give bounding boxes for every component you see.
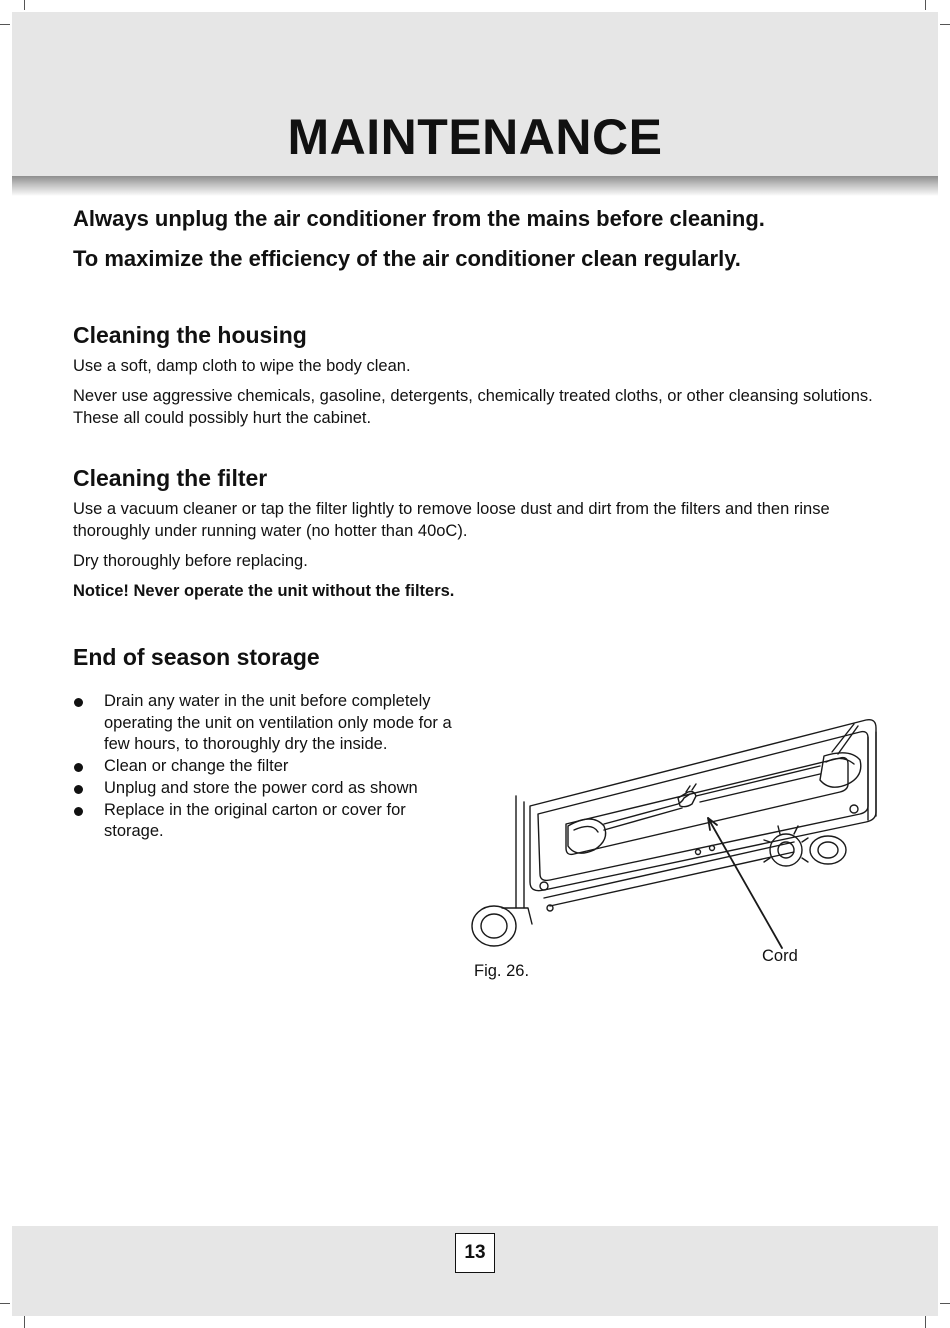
crop-mark [0,1303,10,1304]
filter-paragraph: Use a vacuum cleaner or tap the filter lightly to remove loose dust and dirt from the filters and then rinse thoroughly under running water (no hotter than 40oC). [73,500,830,540]
crop-mark [925,1316,926,1328]
caster-wheel-icon [810,836,846,864]
storage-list [73,691,453,843]
screw-icon [850,805,858,813]
efficiency-note: To maximize the efficiency of the air conditioner clean regularly. [73,246,741,271]
crop-mark [0,24,10,25]
crop-mark [24,0,25,10]
housing-paragraph: Never use aggressive chemicals, gasoline, detergents, chemically treated cloths, or other cleansing solutions. These all could possibly hurt the cabinet. [73,387,873,427]
figure-caption: Fig. 26. [474,962,530,980]
cord-callout-label: Cord [762,947,798,965]
base-rail [544,842,794,898]
filter-notice: Notice! Never operate the unit without the filters. [73,582,455,600]
unplug-warning: Always unplug the air conditioner from the mains before cleaning. [73,206,765,231]
crop-mark [940,24,950,25]
power-cord [832,724,858,754]
list-item: Unplug and store the power cord as shown [73,778,453,800]
crop-mark [925,0,926,10]
list-item: Replace in the original carton or cover for storage. [73,800,453,843]
caster-wheel-icon [472,906,516,946]
section-heading-housing: Cleaning the housing [73,322,307,348]
cord-pointer-arrow [708,818,782,948]
list-item: Clean or change the filter [73,756,453,778]
cord-storage-illustration [464,712,884,992]
section-heading-storage: End of season storage [73,644,320,670]
list-item: Drain any water in the unit before completely operating the unit on ventilation only mode for a few hours, to thoroughly dry the inside. [73,691,453,756]
section-heading-filter: Cleaning the filter [73,465,268,491]
back-panel [530,720,876,891]
housing-paragraph: Use a soft, damp cloth to wipe the body clean. [73,357,411,375]
screw-icon [540,882,548,890]
crop-mark [24,1316,25,1328]
crop-mark [940,1303,950,1304]
filter-paragraph: Dry thoroughly before replacing. [73,552,308,570]
page-number: 13 [455,1233,495,1273]
header-shadow [12,176,938,196]
page-title: MAINTENANCE [287,109,663,165]
